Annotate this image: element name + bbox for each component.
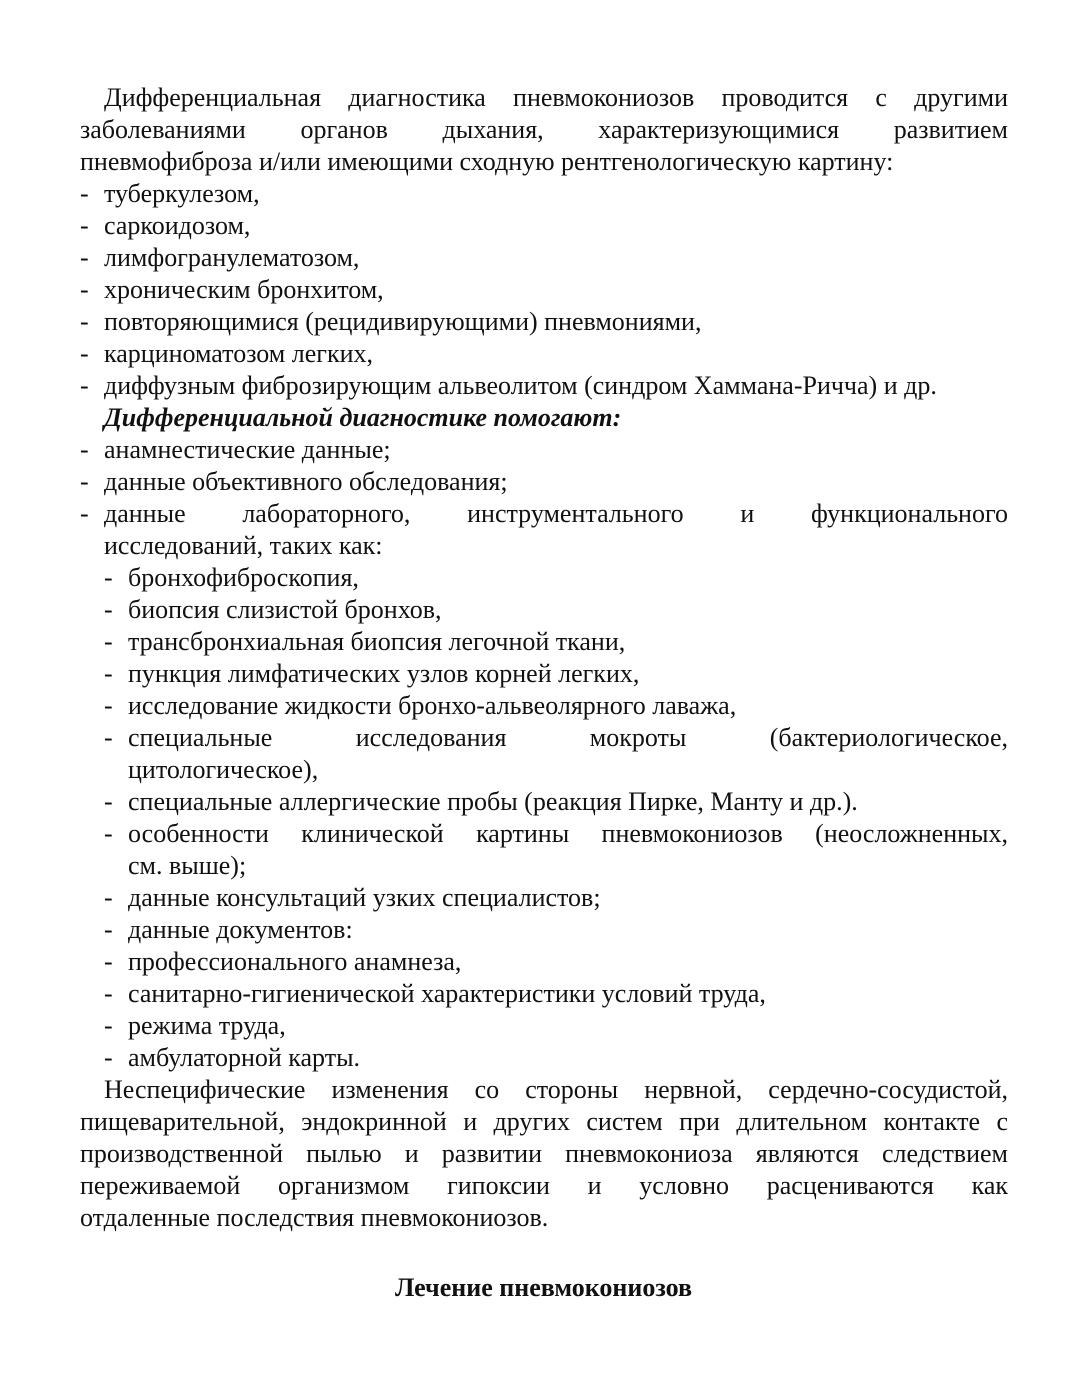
study-item: данные документов: [128,915,353,944]
disease-item: саркоидозом, [104,211,251,240]
study-item: пункция лимфатических узлов корней легких, [128,659,640,688]
list-item [104,882,1008,914]
study-item: данные консультаций узких специалистов; [128,883,601,912]
study-line: специальные исследования мокроты (бактериологическое, [128,723,1008,752]
list-item [104,1010,1008,1042]
list-item [104,946,1008,978]
closing-line: отдаленные последствия пневмокониозов. [80,1203,549,1232]
list-item [80,338,1008,370]
closing-line: пищеварительной, эндокринной и других систем при длительном контакте с [80,1107,1008,1136]
dash-marker: - [104,979,113,1008]
closing-line: Неспецифические изменения со стороны нервной, сердечно-сосудистой, [104,1075,1008,1104]
list-item [104,658,1008,690]
list-item [80,370,1008,402]
study-item: санитарно-гигиенической характеристики условий труда, [128,979,766,1008]
disease-item: диффузным фиброзирующим альвеолитом (синдром Хаммана-Ричча) и др. [104,371,937,400]
study-item: исследование жидкости бронхо-альвеолярного лаважа, [128,691,737,720]
list-item [80,434,1008,466]
dash-marker: - [104,659,113,688]
study-line: особенности клинической картины пневмокониозов (неосложненных, [128,819,1008,848]
dash-marker: - [80,307,89,336]
dash-marker: - [104,723,113,752]
dash-marker: - [104,563,113,592]
dash-marker: - [80,275,89,304]
list-item [80,498,1008,562]
list-item [104,978,1008,1010]
disease-item: лимфогранулематозом, [104,243,360,272]
list-item [104,786,1008,818]
dash-marker: - [80,499,89,528]
list-item [104,626,1008,658]
dash-marker: - [104,1011,113,1040]
disease-item: хроническим бронхитом, [104,275,384,304]
study-item: амбулаторной карты. [128,1043,361,1072]
list-item [104,818,1008,882]
study-item [128,722,1008,786]
helper-item: анамнестические данные; [104,435,391,464]
helpers-list [80,434,1008,562]
disease-item: туберкулезом, [104,179,260,208]
dash-marker: - [80,211,89,240]
list-item [104,914,1008,946]
closing-line: производственной пылью и развитии пневмокониоза являются следствием [80,1139,1008,1168]
dash-marker: - [80,435,89,464]
disease-list [80,178,1008,402]
dash-marker: - [80,243,89,272]
list-item [80,242,1008,274]
helper-line: данные лабораторного, инструментального и функционального [104,499,1008,528]
study-line: см. выше); [128,851,247,880]
list-item [80,274,1008,306]
helper-item: данные объективного обследования; [104,467,508,496]
list-item [104,1042,1008,1074]
dash-marker: - [80,339,89,368]
dash-marker: - [104,1043,113,1072]
study-item: режима труда, [128,1011,286,1040]
dash-marker: - [80,179,89,208]
dash-marker: - [104,627,113,656]
study-item: профессионального анамнеза, [128,947,462,976]
intro-line: пневмофиброза и/или имеющими сходную рентгенологическую картину: [80,147,894,176]
disease-item: повторяющимися (рецидивирующими) пневмониями, [104,307,702,336]
list-item [80,210,1008,242]
dash-marker: - [104,915,113,944]
helper-item [104,498,1008,562]
study-item: трансбронхиальная биопсия легочной ткани, [128,627,626,656]
list-item [80,466,1008,498]
dash-marker: - [104,883,113,912]
closing-line: переживаемой организмом гипоксии и условно расцениваются как [80,1171,1008,1200]
dash-marker: - [104,787,113,816]
list-item [80,178,1008,210]
list-item [104,562,1008,594]
document-body [80,82,1008,1234]
dash-marker: - [104,595,113,624]
list-item [104,690,1008,722]
helpers-title: Дифференциальной диагностике помогают: [104,403,622,432]
study-item: бронхофиброскопия, [128,563,359,592]
list-item [104,722,1008,786]
intro-line: заболеваниями органов дыхания, характеризующимися развитием [80,115,1008,144]
disease-item: карциноматозом легких, [104,339,373,368]
section-heading: Лечение пневмокониозов [394,1273,693,1302]
study-item [128,818,1008,882]
study-item: специальные аллергические пробы (реакция Пирке, Манту и др.). [128,787,858,816]
list-item [104,594,1008,626]
dash-marker: - [104,819,113,848]
list-item [80,306,1008,338]
study-line: цитологическое), [128,755,319,784]
studies-list [80,562,1008,1074]
helper-line: исследований, таких как: [104,531,383,560]
dash-marker: - [104,691,113,720]
study-item: биопсия слизистой бронхов, [128,595,442,624]
intro-line: Дифференциальная диагностика пневмокониозов проводится с другими [104,83,1008,112]
dash-marker: - [80,371,89,400]
dash-marker: - [80,467,89,496]
dash-marker: - [104,947,113,976]
